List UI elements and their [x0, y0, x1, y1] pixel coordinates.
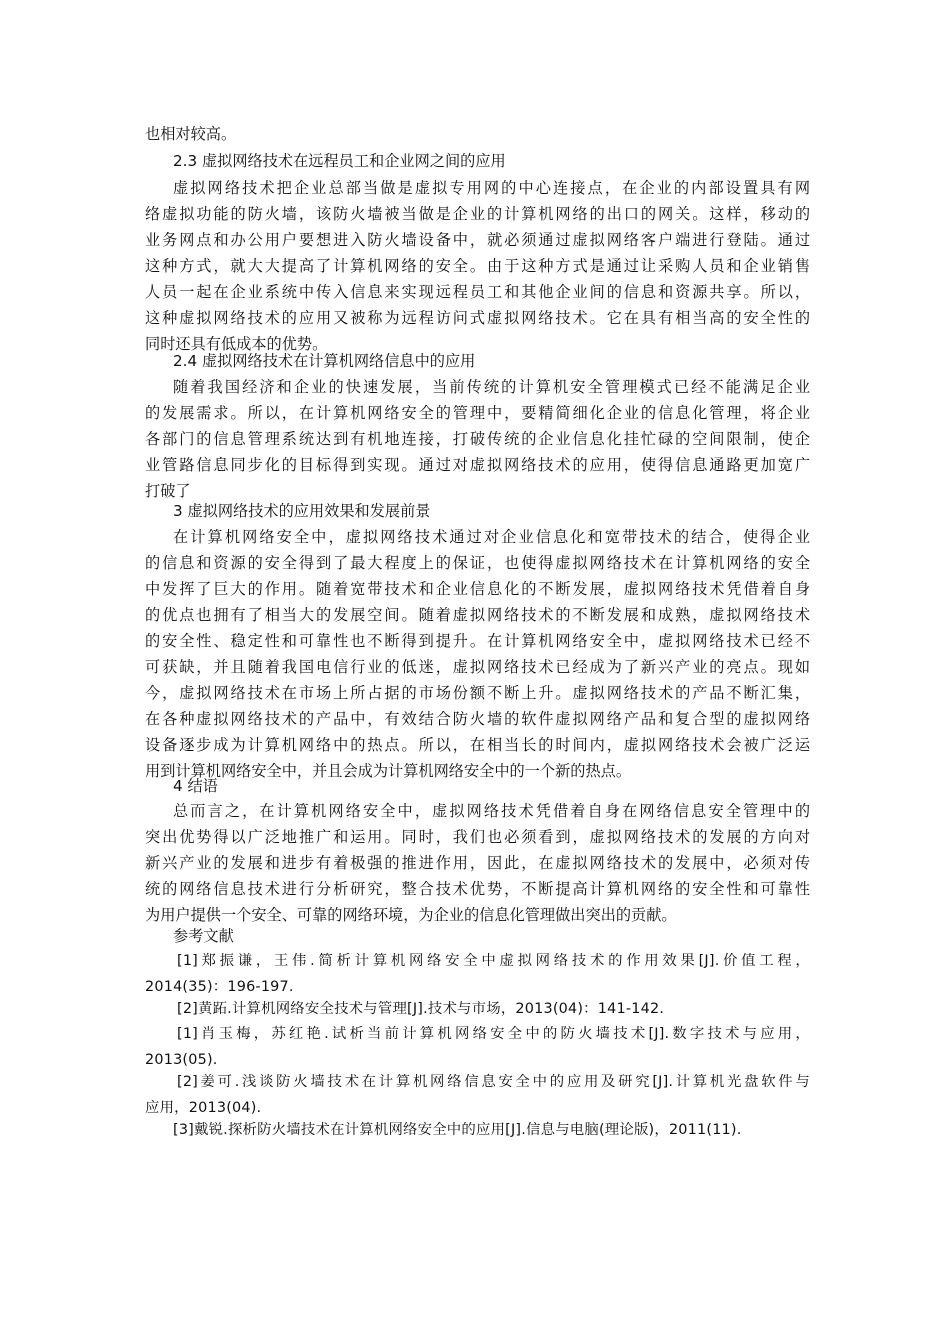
- paragraph-line: 今，虚拟网络技术在市场上所占据的市场份额不断上升。虚拟网络技术的产品不断汇集，: [145, 684, 810, 702]
- paragraph-line: 的信息和资源的安全得到了最大程度上的保证，也使得虚拟网络技术在计算机网络的安全: [145, 554, 810, 572]
- reference-entry: 应用，2013(04).: [145, 1100, 262, 1116]
- paragraph-line: 这种方式，就大大提高了计算机网络的安全。由于这种方式是通过让采购人员和企业销售: [145, 257, 810, 275]
- paragraph-line: 设备逐步成为计算机网络中的热点。所以，在相当长的时间内，虚拟网络技术会被广泛运: [145, 736, 810, 754]
- reference-entry: 2013(05).: [145, 1052, 218, 1068]
- paragraph-line: 络虚拟功能的防火墙，该防火墙被当做是企业的计算机网络的出口的网关。这样，移动的: [145, 205, 810, 223]
- paragraph-line: 可获缺，并且随着我国电信行业的低迷，虚拟网络技术已经成为了新兴产业的亮点。现如: [145, 658, 810, 676]
- paragraph-line: 的优点也拥有了相当大的发展空间。随着虚拟网络技术的不断发展和成熟，虚拟网络技术: [145, 606, 810, 624]
- paragraph-line: 这种虚拟网络技术的应用又被称为远程访问式虚拟网络技术。它在具有相当高的安全性的: [145, 309, 810, 327]
- section-heading: 3 虚拟网络技术的应用效果和发展前景: [173, 502, 431, 520]
- paragraph-line: 新兴产业的发展和进步有着极强的推进作用，因此，在虚拟网络技术的发展中，必须对传: [145, 854, 810, 872]
- paragraph-line: 人员一起在企业系统中传入信息来实现远程员工和其他企业间的信息和资源共享。所以，: [145, 283, 810, 301]
- reference-entry: [2]姜可.浅谈防火墙技术在计算机网络信息安全中的应用及研究[J].计算机光盘软件与: [177, 1074, 810, 1090]
- paragraph-line: 统的网络信息技术进行分析研究，整合技术优势，不断提高计算机网络的安全性和可靠性: [145, 880, 810, 898]
- paragraph-line: 突出优势得以广泛地推广和运用。同时，我们也必须看到，虚拟网络技术的发展的方向对: [145, 828, 810, 846]
- paragraph-line: 打破了: [145, 482, 191, 500]
- reference-entry: [1]郑振谦，王伟.简析计算机网络安全中虚拟网络技术的作用效果[J].价值工程，: [177, 953, 810, 969]
- paragraph-line: 总而言之，在计算机网络安全中，虚拟网络技术凭借着自身在网络信息安全管理中的: [173, 802, 810, 820]
- paragraph-line: 为用户提供一个安全、可靠的网络环境，为企业的信息化管理做出突出的贡献。: [145, 906, 677, 924]
- paragraph-line: 随着我国经济和企业的快速发展，当前传统的计算机安全管理模式已经不能满足企业: [173, 378, 810, 396]
- paragraph-line: 的发展需求。所以，在计算机网络安全的管理中，要精简细化企业的信息化管理，将企业: [145, 404, 810, 422]
- reference-entry: 2014(35)：196-197.: [145, 979, 294, 995]
- paragraph-line: 用到计算机网络安全中，并且会成为计算机网络安全中的一个新的热点。: [145, 762, 631, 780]
- paragraph-line: 各部门的信息管理系统达到有机地连接，打破传统的企业信息化挂忙碌的空间限制，使企: [145, 430, 810, 448]
- paragraph-line: 业管路信息同步化的目标得到实现。通过对虚拟网络技术的应用，使得信息通路更加宽广: [145, 456, 810, 474]
- reference-entry: [2]黄跖.计算机网络安全技术与管理[J].技术与市场，2013(04)：141-142.: [177, 1001, 665, 1017]
- paragraph-line: 业务网点和办公用户要想进入防火墙设备中，就必须通过虚拟网络客户端进行登陆。通过: [145, 231, 810, 249]
- paragraph-line: 同时还具有低成本的优势。: [145, 335, 328, 353]
- reference-entry: [1]肖玉梅，苏红艳.试析当前计算机网络安全中的防火墙技术[J].数字技术与应用，: [177, 1026, 810, 1042]
- paragraph-line: 的安全性、稳定性和可靠性也不断得到提升。在计算机网络安全中，虚拟网络技术已经不: [145, 632, 810, 650]
- section-heading: 4 结语: [173, 777, 218, 795]
- paragraph-line: 虚拟网络技术把企业总部当做是虚拟专用网的中心连接点，在企业的内部设置具有网: [173, 179, 810, 197]
- reference-entry: [3]戴锐.探析防火墙技术在计算机网络安全中的应用[J].信息与电脑(理论版)，2011(11).: [173, 1122, 742, 1138]
- section-heading: 2.4 虚拟网络技术在计算机网络信息中的应用: [173, 352, 476, 370]
- paragraph-line: 也相对较高。: [145, 125, 237, 143]
- references-heading: 参考文献: [173, 927, 234, 945]
- paragraph-line: 中发挥了巨大的作用。随着宽带技术和企业信息化的不断发展，虚拟网络技术凭借着自身: [145, 580, 810, 598]
- section-heading: 2.3 虚拟网络技术在远程员工和企业网之间的应用: [173, 152, 506, 170]
- paragraph-line: 在计算机网络安全中，虚拟网络技术通过对企业信息化和宽带技术的结合，使得企业: [173, 528, 810, 546]
- paragraph-line: 在各种虚拟网络技术的产品中，有效结合防火墙的软件虚拟网络产品和复合型的虚拟网络: [145, 710, 810, 728]
